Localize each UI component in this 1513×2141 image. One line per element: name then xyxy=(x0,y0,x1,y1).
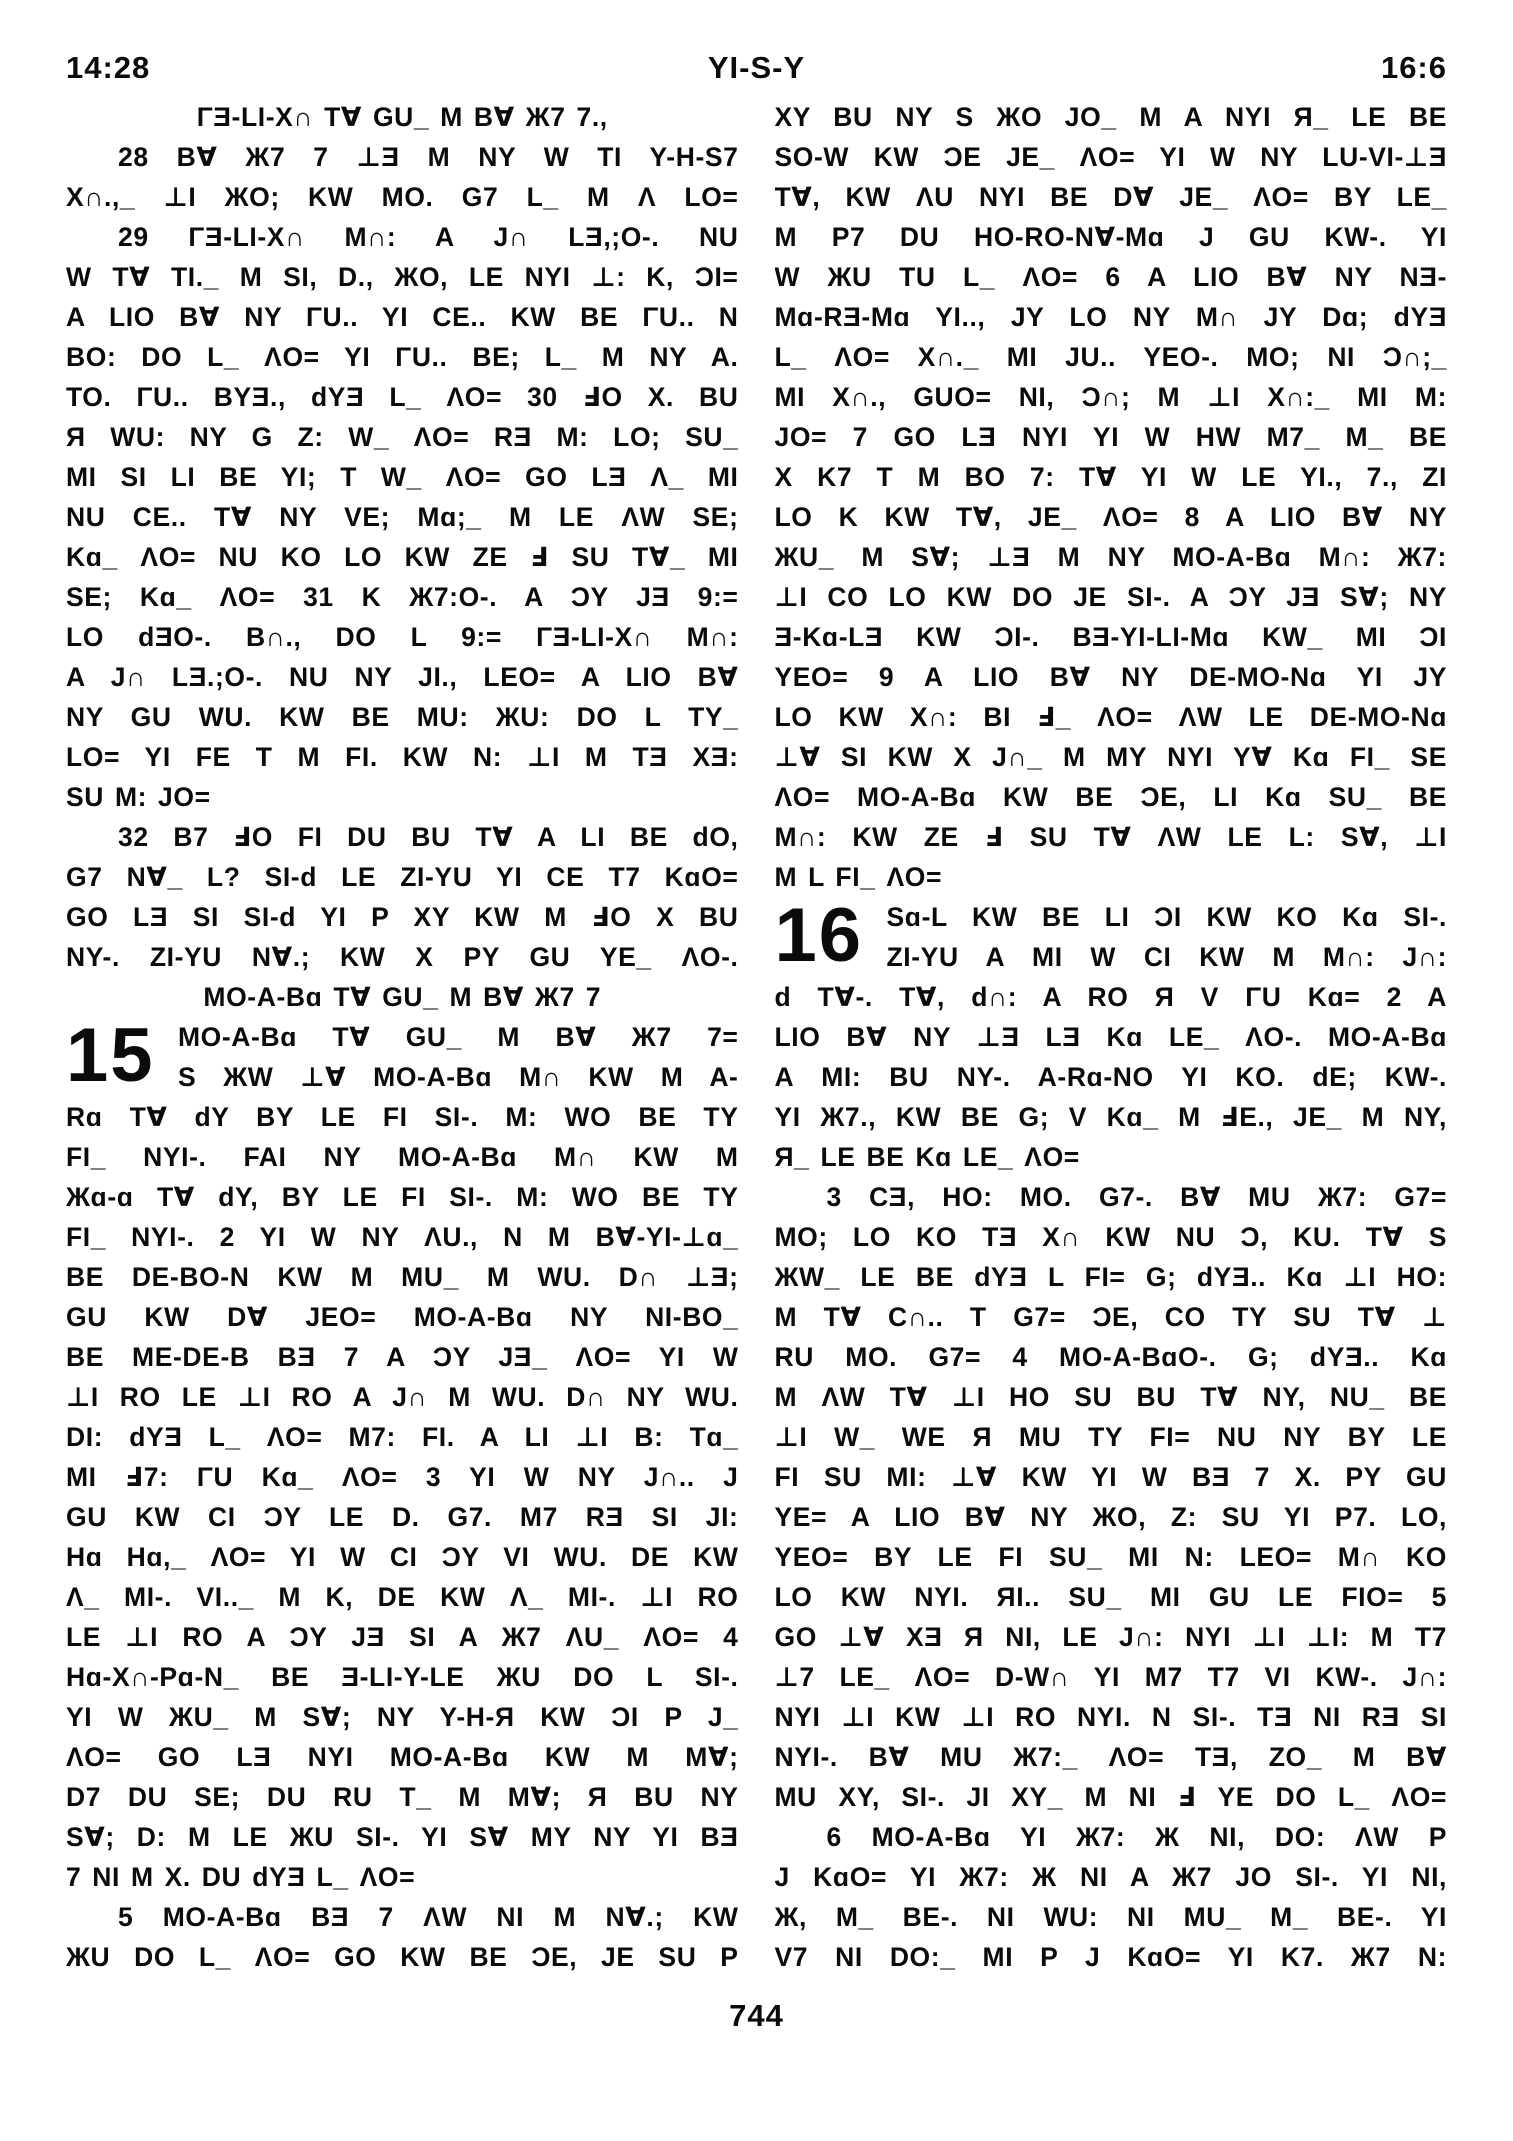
text-line: GU KW CI ƆY LE D. G7. M7 RƎ SI JI: xyxy=(66,1502,739,1532)
text-segment: JO= xyxy=(774,422,853,452)
verse-number: 30 xyxy=(527,382,558,412)
text-line: GO LƎ SI SI-d YI P XY KW M ℲO X BU xyxy=(66,902,739,932)
text-line: X K7 T M BO 7: T∀ YI W LE YI., 7., ZI xyxy=(774,462,1447,492)
verse-number: 5 xyxy=(118,1902,134,1932)
text-line: Rɑ T∀ dY BY LE FI SI-. M: WO BE TY xyxy=(66,1102,739,1132)
text-line: NY GU WU. KW BE MU: ЖU: DO L TY_ xyxy=(66,702,739,732)
text-line xyxy=(66,217,739,257)
text-line: A MI: BU NY-. A-Rɑ-NO YI KO. dE; KW-. xyxy=(774,1062,1447,1092)
text-segment: B7 ℲO FI DU BU T∀ A LI BE dO, xyxy=(148,822,739,852)
text-line: A LIO B∀ NY ΓU.. YI CE.. KW BE ΓU.. N xyxy=(66,302,739,332)
text-line: MI X∩., GUO= NI, Ɔ∩; M ⊥I X∩:_ MI M: xyxy=(774,382,1447,412)
text-segment: A LIO B∀ NY NƎ- xyxy=(1120,262,1447,292)
text-line: XY BU NY S ЖO JO_ M A NYI Я_ LE BE xyxy=(774,102,1447,132)
running-head xyxy=(66,50,1447,86)
text-line: Ǝ-Kɑ-LƎ KW ƆI-. BƎ-YI-LI-Mɑ KW_ MI ƆI xyxy=(774,622,1447,652)
text-line: MU XY, SI-. JI XY_ M NI Ⅎ YE DO L_ ΛO= xyxy=(774,1782,1447,1812)
text-line: MO-A-Bɑ T∀ GU_ M B∀ Ж7 7= xyxy=(178,1022,739,1052)
text-line: D7 DU SE; DU RU T_ M M∀; Я BU NY xyxy=(66,1782,739,1812)
text-segment: YI W NY ΛU., N M B∀-YI-⊥ɑ_ xyxy=(234,1222,739,1252)
text-line: Я WU: NY G Z: W_ ΛO= RƎ M: LO; SU_ xyxy=(66,422,739,452)
page-footer xyxy=(0,1998,1513,2034)
text-line: Hɑ-X∩-Pɑ-N_ BE Ǝ-LI-Y-LE ЖU DO L SI-. xyxy=(66,1662,739,1692)
verse-number: 4 xyxy=(1012,1342,1028,1372)
text-line: ⊥7 LE_ ΛO= D-W∩ YI M7 T7 VI KW-. J∩: xyxy=(774,1662,1447,1692)
text-line: FI_ NYI-. FAI NY MO-A-Bɑ M∩ KW M xyxy=(66,1142,739,1172)
text-line: BO: DO L_ ΛO= YI ΓU.. BE; L_ M NY A. xyxy=(66,342,739,372)
text-line: FI SU MI: ⊥∀ KW YI W BƎ 7 X. PY GU xyxy=(774,1462,1447,1492)
text-line: Kɑ_ ΛO= NU KO LO KW ZE Ⅎ SU T∀_ MI xyxy=(66,542,739,572)
text-line xyxy=(775,977,1448,1017)
text-line: M L FI_ ΛO= xyxy=(774,862,943,892)
text-line: X∩.,_ ⊥I ЖO; KW MO. G7 L_ M Λ LO= xyxy=(66,182,739,212)
text-line: GU KW D∀ JEO= MO-A-Bɑ NY NI-BO_ xyxy=(66,1302,739,1332)
text-segment: MO-A-Bɑ BƎ 7 ΛW NI M N∀.; KW xyxy=(133,1902,739,1932)
text-segment: CƎ, HO: MO. G7-. B∀ MU Ж7: G7= xyxy=(841,1182,1447,1212)
verse-number: 32 xyxy=(118,822,149,852)
text-line: Mɑ-RƎ-Mɑ YI.., JY LO NY M∩ JY Dɑ; dYƎ xyxy=(774,302,1447,332)
text-line: ⊥∀ SI KW X J∩_ M MY NYI Y∀ Kɑ FI_ SE xyxy=(774,742,1447,772)
text-line xyxy=(775,1337,1448,1377)
text-line: M P7 DU HO-RO-N∀-Mɑ J GU KW-. YI xyxy=(774,222,1447,252)
page-number: 744 xyxy=(729,1998,784,2033)
chapter-number: 15 xyxy=(66,1013,155,1098)
text-line: LO dƎO-. B∩., DO L 9:= ΓƎ-LI-X∩ M∩: xyxy=(66,622,739,652)
text-line: GO ⊥∀ XƎ Я NI, LE J∩: NYI ⊥I ⊥I: M T7 xyxy=(774,1622,1447,1652)
text-line: ΛO= MO-A-Bɑ KW BE ƆE, LI Kɑ SU_ BE xyxy=(774,782,1447,812)
text-line: M T∀ C∩.. T G7= ƆE, CO TY SU T∀ ⊥ xyxy=(774,1302,1447,1332)
text-line: YI Ж7., KW BE G; V Kɑ_ M ℲE., JE_ M NY, xyxy=(774,1102,1447,1132)
text-line: LO= YI FE T M FI. KW N: ⊥I M TƎ XƎ: xyxy=(66,742,739,772)
text-segment: A LIO B∀ NY DE-MO-Nɑ YI JY xyxy=(894,662,1447,692)
text-line: NY-. ZI-YU N∀.; KW X PY GU YE_ ΛO-. xyxy=(66,942,739,972)
text-line xyxy=(775,257,1448,297)
running-head-right-ref: 16:6 xyxy=(1380,50,1447,85)
verse-number: 7 xyxy=(852,422,868,452)
verse-number: 6 xyxy=(826,1822,842,1852)
text-segment: B∀ Ж7 7 ⊥Ǝ M NY W TI Y-H-S7 xyxy=(148,142,739,172)
text-line xyxy=(66,577,739,617)
text-segment: YI W NY J∩.. J xyxy=(441,1462,739,1492)
text-line: L_ ΛO= X∩._ MI JU.. YEO-. MO; NI Ɔ∩;_ xyxy=(774,342,1447,372)
text-line: ЖU DO L_ ΛO= GO KW BE ƆE, JE SU P xyxy=(66,1942,739,1972)
text-column-right xyxy=(775,97,1448,1977)
text-line: J KɑO= YI Ж7: Ж NI A Ж7 JO SI-. YI NI, xyxy=(774,1862,1447,1892)
verse-number: 8 xyxy=(1184,502,1200,532)
verse-number: 2 xyxy=(219,1222,235,1252)
text-segment: A LIO B∀ NY xyxy=(1199,502,1447,532)
text-line: S ЖW ⊥∀ MO-A-Bɑ M∩ KW M A- xyxy=(178,1062,739,1092)
text-segment: RU MO. G7= xyxy=(774,1342,1013,1372)
text-line: NYI ⊥I KW ⊥I RO NYI. N SI-. TƎ NI RƎ SI xyxy=(774,1702,1447,1732)
text-column-left xyxy=(66,97,739,1977)
text-line xyxy=(66,817,739,857)
text-line: BE DE-BO-N KW M MU_ M WU. D∩ ⊥Ǝ; xyxy=(66,1262,739,1292)
text-line: T∀, KW ΛU NYI BE D∀ JE_ ΛO= BY LE_ xyxy=(774,182,1447,212)
text-line: Я_ LE BE Kɑ LE_ ΛO= xyxy=(774,1142,1080,1172)
text-line: M∩: KW ZE Ⅎ SU T∀ ΛW LE L: S∀, ⊥I xyxy=(774,822,1447,852)
text-segment: MO-A-Bɑ YI Ж7: Ж NI, DO: ΛW P xyxy=(841,1822,1447,1852)
section-heading: ΓƎ-LI-X∩ T∀ GU_ M B∀ Ж7 7., xyxy=(196,102,608,132)
chapter-number: 16 xyxy=(774,893,864,978)
verse-number: 31 xyxy=(303,582,334,612)
text-line: ЖU_ M S∀; ⊥Ǝ M NY MO-A-Bɑ M∩: Ж7: xyxy=(774,542,1447,572)
text-line xyxy=(775,497,1448,537)
text-line: NU CE.. T∀ NY VE; Mɑ;_ M LE ΛW SE; xyxy=(66,502,739,532)
running-head-left-ref: 14:28 xyxy=(66,50,151,85)
text-line: M ΛW T∀ ⊥I HO SU BU T∀ NY, NU_ BE xyxy=(774,1382,1447,1412)
text-segment: ℲO X. BU xyxy=(557,382,739,412)
text-segment: LO K KW T∀, JE_ ΛO= xyxy=(774,502,1185,532)
text-segment: A xyxy=(1401,982,1447,1012)
text-line: LIO B∀ NY ⊥Ǝ LƎ Kɑ LE_ ΛO-. MO-A-Bɑ xyxy=(774,1022,1447,1052)
text-segment: LO KW NYI. ЯI.. SU_ MI GU LE FIO= xyxy=(774,1582,1432,1612)
text-line xyxy=(66,1897,739,1937)
text-segment: GO LƎ NYI YI W HW M7_ M_ BE xyxy=(867,422,1447,452)
text-line xyxy=(775,1177,1448,1217)
verse-number: 29 xyxy=(118,222,149,252)
text-line xyxy=(775,1817,1448,1857)
text-segment: YEO= xyxy=(774,662,879,692)
section-heading: MO-A-Bɑ T∀ GU_ M B∀ Ж7 7 xyxy=(203,982,602,1012)
text-columns xyxy=(66,97,1447,1977)
chapter-opening-lines xyxy=(178,1017,739,1097)
text-segment: W ЖU TU L_ ΛO= xyxy=(774,262,1106,292)
text-segment: TO. ΓU.. BYƎ., dYƎ L_ ΛO= xyxy=(66,382,528,412)
text-line: YI W ЖU_ M S∀; NY Y-H-Я KW ƆI P J_ xyxy=(66,1702,739,1732)
chapter-start xyxy=(66,1013,739,1098)
text-line: ⊥I CO LO KW DO JE SI-. A ƆY JƎ S∀; NY xyxy=(774,582,1447,612)
verse-number: 5 xyxy=(1431,1582,1447,1612)
verse-number: 28 xyxy=(118,142,149,172)
text-segment: FI_ NYI-. xyxy=(66,1222,220,1252)
verse-number: 2 xyxy=(1386,982,1402,1012)
text-line xyxy=(775,417,1448,457)
verse-number: 6 xyxy=(1105,262,1121,292)
text-line: ЖW_ LE BE dYƎ L FI= G; dYƎ.. Kɑ ⊥I HO: xyxy=(774,1262,1447,1292)
text-line xyxy=(66,1617,739,1657)
text-line: V7 NI DO:_ MI P J KɑO= YI K7. Ж7 N: xyxy=(774,1942,1447,1972)
text-line: YE= A LIO B∀ NY ЖO, Z: SU YI P7. LO, xyxy=(774,1502,1447,1532)
verse-number: 9 xyxy=(878,662,895,692)
text-line: YEO= BY LE FI SU_ MI N: LEO= M∩ KO xyxy=(774,1542,1447,1572)
running-head-book-title: YI-S-Y xyxy=(707,50,806,85)
text-line: W T∀ TI._ M SI, D., ЖO, LE NYI ⊥: K, ƆI= xyxy=(66,262,739,292)
text-line: DI: dYƎ L_ ΛO= M7: FI. A LI ⊥I B: Tɑ_ xyxy=(66,1422,739,1452)
text-line: Λ_ MI-. VI.._ M K, DE KW Λ_ MI-. ⊥I RO xyxy=(66,1582,739,1612)
text-segment: MI Ⅎ7: ΓU Kɑ_ ΛO= xyxy=(66,1462,426,1492)
text-segment: SE; Kɑ_ ΛO= xyxy=(66,582,304,612)
chapter-opening-lines xyxy=(887,897,1448,977)
text-line: BE ME-DE-B BƎ 7 A ƆY JƎ_ ΛO= YI W xyxy=(66,1342,739,1372)
text-line xyxy=(775,657,1448,697)
text-segment: ΓƎ-LI-X∩ M∩: A J∩ LƎ,;O-. NU xyxy=(148,222,739,252)
text-segment: LE ⊥I RO A ƆY JƎ SI A Ж7 ΛU_ ΛO= xyxy=(66,1622,724,1652)
text-line: ⊥I W_ WE Я MU TY FI= NU NY BY LE xyxy=(774,1422,1447,1452)
text-line: LO KW X∩: BI Ⅎ_ ΛO= ΛW LE DE-MO-Nɑ xyxy=(774,702,1447,732)
verse-number: 3 xyxy=(425,1462,442,1492)
verse-number: 4 xyxy=(723,1622,739,1652)
text-line: MO; LO KO TƎ X∩ KW NU Ɔ, KU. T∀ S xyxy=(774,1222,1447,1252)
text-line: ΛO= GO LƎ NYI MO-A-Bɑ KW M M∀; xyxy=(66,1742,739,1772)
text-line: S∀; D: M LE ЖU SI-. YI S∀ MY NY YI BƎ xyxy=(66,1822,739,1852)
text-line: Sɑ-L KW BE LI ƆI KW KO Kɑ SI-. xyxy=(886,902,1447,932)
text-line: Ж, M_ BE-. NI WU: NI MU_ M_ BE-. YI xyxy=(774,1902,1447,1932)
text-line xyxy=(66,1217,739,1257)
text-line: MI SI LI BE YI; T W_ ΛO= GO LƎ Λ_ MI xyxy=(66,462,739,492)
text-line xyxy=(66,377,739,417)
text-line: A J∩ LƎ.;O-. NU NY JI., LEO= A LIO B∀ xyxy=(66,662,739,692)
verse-number: 3 xyxy=(826,1182,842,1212)
text-line: 7 NI M X. DU dYƎ L_ ΛO= xyxy=(66,1862,416,1892)
text-line: G7 N∀_ L? SI-d LE ZI-YU YI CE T7 KɑO= xyxy=(66,862,739,892)
text-segment: d T∀-. T∀, d∩: A RO Я V ΓU Kɑ= xyxy=(774,982,1387,1012)
text-line: Hɑ Hɑ,_ ΛO= YI W CI ƆY VI WU. DE KW xyxy=(66,1542,739,1572)
text-segment: MO-A-BɑO-. G; dYƎ.. Kɑ xyxy=(1027,1342,1447,1372)
text-line xyxy=(66,137,739,177)
text-line: NYI-. B∀ MU Ж7:_ ΛO= TƎ, ZO_ M B∀ xyxy=(774,1742,1447,1772)
text-segment: K Ж7:O-. A ƆY JƎ 9:= xyxy=(333,582,739,612)
text-line: ⊥I RO LE ⊥I RO A J∩ M WU. D∩ NY WU. xyxy=(66,1382,739,1412)
text-line: ZI-YU A MI W CI KW M M∩: J∩: xyxy=(886,942,1447,972)
text-line: Жɑ-ɑ T∀ dY, BY LE FI SI-. M: WO BE TY xyxy=(66,1182,739,1212)
text-line xyxy=(66,1457,739,1497)
chapter-start xyxy=(774,893,1448,978)
text-line: SU M: JO= xyxy=(66,782,211,812)
text-line: SO-W KW ƆE JE_ ΛO= YI W NY LU-VI-⊥Ǝ xyxy=(774,142,1447,172)
text-line xyxy=(775,1577,1448,1617)
